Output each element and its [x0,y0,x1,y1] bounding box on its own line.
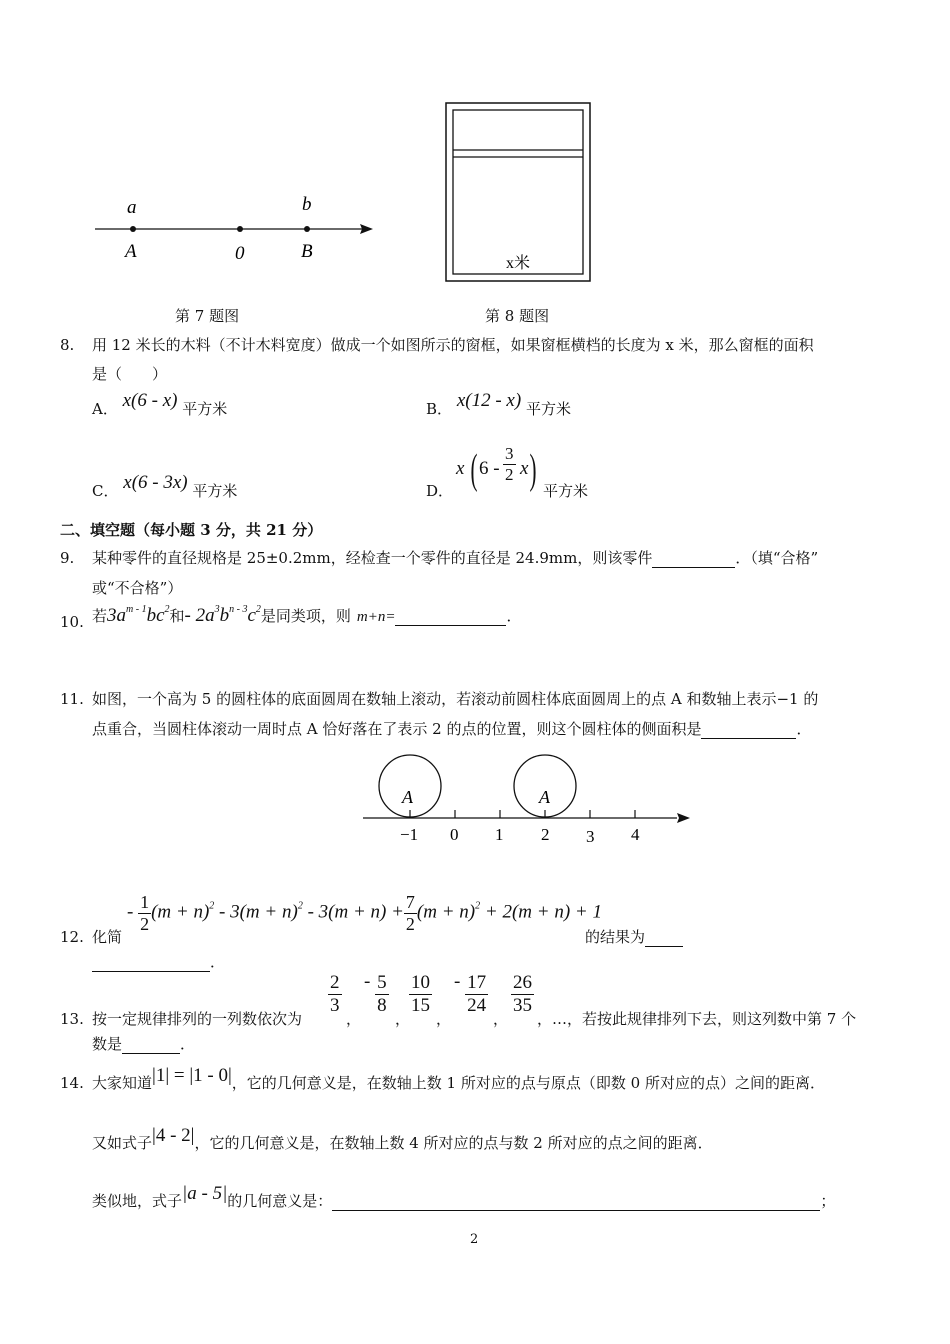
fig7-label-a: a [127,197,137,218]
fig8-label-x: x米 [506,255,531,272]
fig8-window-frame [440,98,595,288]
q8-option-d-lparen: ( [470,447,478,493]
q13-line2: 数是 ． [92,1035,196,1053]
q8-option-d-x: x [456,458,465,479]
q11-label-A1: A [402,787,413,807]
q10-text: 若$3a^{m - 1}bc^2$和- $2a^3b^{n - 3}c^2$是同类项，则 m+n= ． [92,604,522,626]
q8-option-c-label: C． [92,482,119,500]
fig7-number-line [90,185,385,270]
q13-fraction-1: $\frac{2}{3}$ [330,972,340,1016]
q11-circle-start [379,755,441,817]
q13-fraction-2: - $\frac{5}{8}$ [364,970,387,1016]
q8-option-a-expr: x(6 - x) [122,390,178,411]
q8-option-c[interactable] [92,472,238,502]
q11-tick-2: 2 [541,825,550,844]
q13-answer-blank[interactable] [122,1035,180,1054]
q11-text-line2: 点重合，当圆柱体滚动一周时点 A 恰好落在了表示 2 的点的位置，则这个圆柱体的侧面积是 ． [92,720,812,738]
q11-tick-4: 4 [631,825,640,844]
q13-pre: 按一定规律排列的一列数依次为 [92,1010,303,1028]
q14-line2: 又如式子|4 - 2|，它的几何意义是，在数轴上数 4 所对应的点与数 2 所对应的点之间的距离． [92,1125,713,1152]
q12-answer-blank-1[interactable] [645,928,683,947]
q12-post: 的结果为 [585,926,683,947]
q12-answer-blank-2[interactable] [92,953,210,972]
q8-option-c-expr: x(6 - 3x) [123,472,188,493]
q13-fraction-3: $\frac{10}{15}$ [411,972,430,1016]
fig7-label-0: 0 [235,243,245,264]
q10-answer-blank[interactable] [395,607,506,626]
q9-text-line1: 某种零件的直径规格是 25±0.2mm，经检查一个零件的直径是 24.9mm，则该零件 ．（填“合格” [92,549,819,567]
q11-tick-neg1: −1 [400,825,419,844]
q14-answer-blank[interactable] [332,1192,820,1211]
q13-number: 13. [60,1010,84,1028]
q9-number: 9. [60,549,75,567]
q12-line2: ． [92,951,225,972]
q8-option-b-label: B． [426,400,453,418]
q14-line3: 类似地，式子|a - 5|的几何意义是： ； [92,1183,836,1210]
q9-answer-blank[interactable] [652,549,735,568]
q8-option-a-label: A． [92,400,118,418]
q12-pre: 化简 [92,928,123,946]
q8-option-b-expr: x(12 - x) [456,390,522,411]
q11-text-line1: 如图，一个高为 5 的圆柱体的底面圆周在数轴上滚动，若滚动前圆柱体底面圆周上的点 A 和数轴上表示−1 的 [92,690,819,708]
q14-expr3: |a - 5| [182,1183,228,1204]
q11-tick-1: 1 [495,825,504,844]
fig7-label-B: B [301,241,313,262]
q10-term1: $3a^{m - 1}bc^2$ [107,604,170,626]
q8-option-d-unit: 平方米 [543,482,589,500]
q10-number: 10. [60,613,84,631]
q10-term2: - $2a^3b^{n - 3}c^2$ [184,604,261,626]
q11-label-A2: A [539,787,550,807]
q8-option-d-x2: x [520,458,529,479]
q9-text-line2: 或“不合格”） [92,579,183,597]
q14-expr2: |4 - 2| [152,1125,195,1146]
section2-title: 二、填空题（每小题 3 分，共 21 分） [60,521,323,539]
page-number: 2 [470,1232,479,1247]
q13-post: ，…，若按此规律排列下去，则这列数中第 7 个 [537,1010,857,1028]
q8-option-a-unit: 平方米 [182,400,228,418]
q13-fraction-4: - $\frac{17}{24}$ [454,970,487,1016]
q8-text-line2: 是（ ） [92,365,168,383]
q11-answer-blank[interactable] [701,720,796,739]
q11-number: 11. [60,690,84,708]
q8-option-d-six: 6 - [479,458,500,479]
q8-number: 8. [60,336,75,354]
fig7-caption: 第 7 题图 [175,307,240,325]
fig7-label-A: A [125,241,137,262]
q14-line1: 大家知道|1| = |1 - 0|，它的几何意义是，在数轴上数 1 所对应的点与原点（即数 0 所对应的点）之间的距离． [92,1065,825,1092]
q14-number: 14. [60,1074,84,1092]
q11-tick-3: 3 [586,827,595,846]
fig7-label-b: b [302,194,312,215]
q14-expr1: |1| = |1 - 0| [152,1065,232,1086]
q11-figure [355,748,700,850]
q8-text-line1: 用 12 米长的木料（不计木料宽度）做成一个如图所示的窗框，如果窗框横档的长度为 x 米，那么窗框的面积 [92,336,814,354]
q8-option-b-unit: 平方米 [525,400,571,418]
q8-option-d-fraction: $\frac{3}{2}$ [505,444,514,484]
fig8-caption: 第 8 题图 [485,307,550,325]
q11-circle-end [514,755,576,817]
q8-option-d-rparen: ) [529,447,537,493]
q13-fraction-5: $\frac{26}{35}$ [513,972,532,1016]
q8-option-a[interactable] [92,390,228,420]
q12-expression: - $\frac{1}{2}$ $(m + n)^2 - 3(m + n)^2 - 3(m + n)$ + $\frac{7}{2}$ $(m + n)^2 + 2(m + n) + 1$ [127,892,602,934]
q11-tick-0: 0 [450,825,459,844]
q8-option-d-label: D． [426,482,454,500]
q8-option-b[interactable] [426,390,571,420]
q12-number: 12. [60,928,84,946]
q8-option-c-unit: 平方米 [192,482,238,500]
